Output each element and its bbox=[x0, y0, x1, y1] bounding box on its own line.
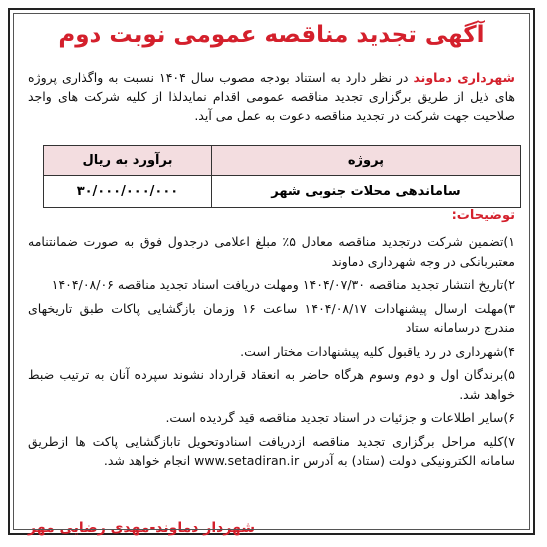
table-header-row bbox=[44, 146, 521, 176]
notice-title: آگهی تجدید مناقصه عمومی نوبت دوم bbox=[58, 22, 485, 48]
intro-organization: شهرداری دماوند bbox=[413, 70, 515, 85]
notes-title: توضیحات: bbox=[451, 208, 515, 223]
notes-list bbox=[28, 232, 515, 475]
note-item: ۴)شهرداری در رد یاقبول کلیه پیشنهادات مختار است. bbox=[240, 343, 515, 359]
cell-project: ساماندهی محلات جنوبی شهر bbox=[211, 176, 520, 208]
note-item: ۵)برندگان اول و دوم وسوم هرگاه حاضر به انعقاد قرارداد نشوند سپرده آنان به ترتیب ضبط خواهد شد. bbox=[28, 367, 515, 402]
note-item: ۶)سایر اطلاعات و جزئیات در اسناد تجدید مناقصه قید گردیده است. bbox=[165, 410, 515, 425]
note-item: ۲)تاریخ انتشار تجدید مناقصه ۱۴۰۴/۰۷/۳۰ ومهلت دریافت اسناد تجدید مناقصه ۱۴۰۴/۰۸/۰۶ bbox=[51, 277, 515, 292]
project-table bbox=[43, 145, 521, 208]
table-row bbox=[44, 176, 521, 208]
note-item: ۳)مهلت ارسال پیشنهادات ۱۴۰۴/۰۸/۱۷ ساعت ۱۶ وزمان بازگشایی پاکات طبق تاریخهای مندرج درسامانه ستاد bbox=[28, 300, 515, 335]
header-estimate: برآورد به ریال bbox=[44, 146, 212, 176]
note-item: ۷)کلیه مراحل برگزاری تجدید مناقصه ازدریافت اسنادوتحویل تابازگشایی پاکت ها ازطریق سامانه الکترونیکی دولت (ستاد) به آدرس www.setadiran.ir انجام خواهد شد. bbox=[28, 433, 515, 468]
header-project: پروژه bbox=[211, 146, 520, 176]
cell-estimate: ۳۰/۰۰۰/۰۰۰/۰۰۰ bbox=[44, 176, 212, 208]
notice-intro bbox=[28, 68, 515, 125]
notice-frame bbox=[8, 8, 535, 535]
note-item: ۱)تضمین شرکت درتجدید مناقصه معادل ۵٪ مبلغ اعلامی درجدول فوق به صورت ضمانتنامه معتبربانکی در وجه شهرداری دماوند bbox=[28, 234, 515, 269]
intro-text: در نظر دارد به استناد بودجه مصوب سال ۱۴۰۴ نسبت به واگذاری پروژه های ذیل از طریق برگزاری تجدید مناقصه عمومی اقدام نمایدلذا از کلیه شرکت های واجد صلاحیت جهت شرکت در تجدید مناقصه دعوت به عمل می آید. bbox=[28, 70, 515, 123]
signature: شهردار دماوند-مهدی رضایی مهر bbox=[28, 520, 256, 536]
